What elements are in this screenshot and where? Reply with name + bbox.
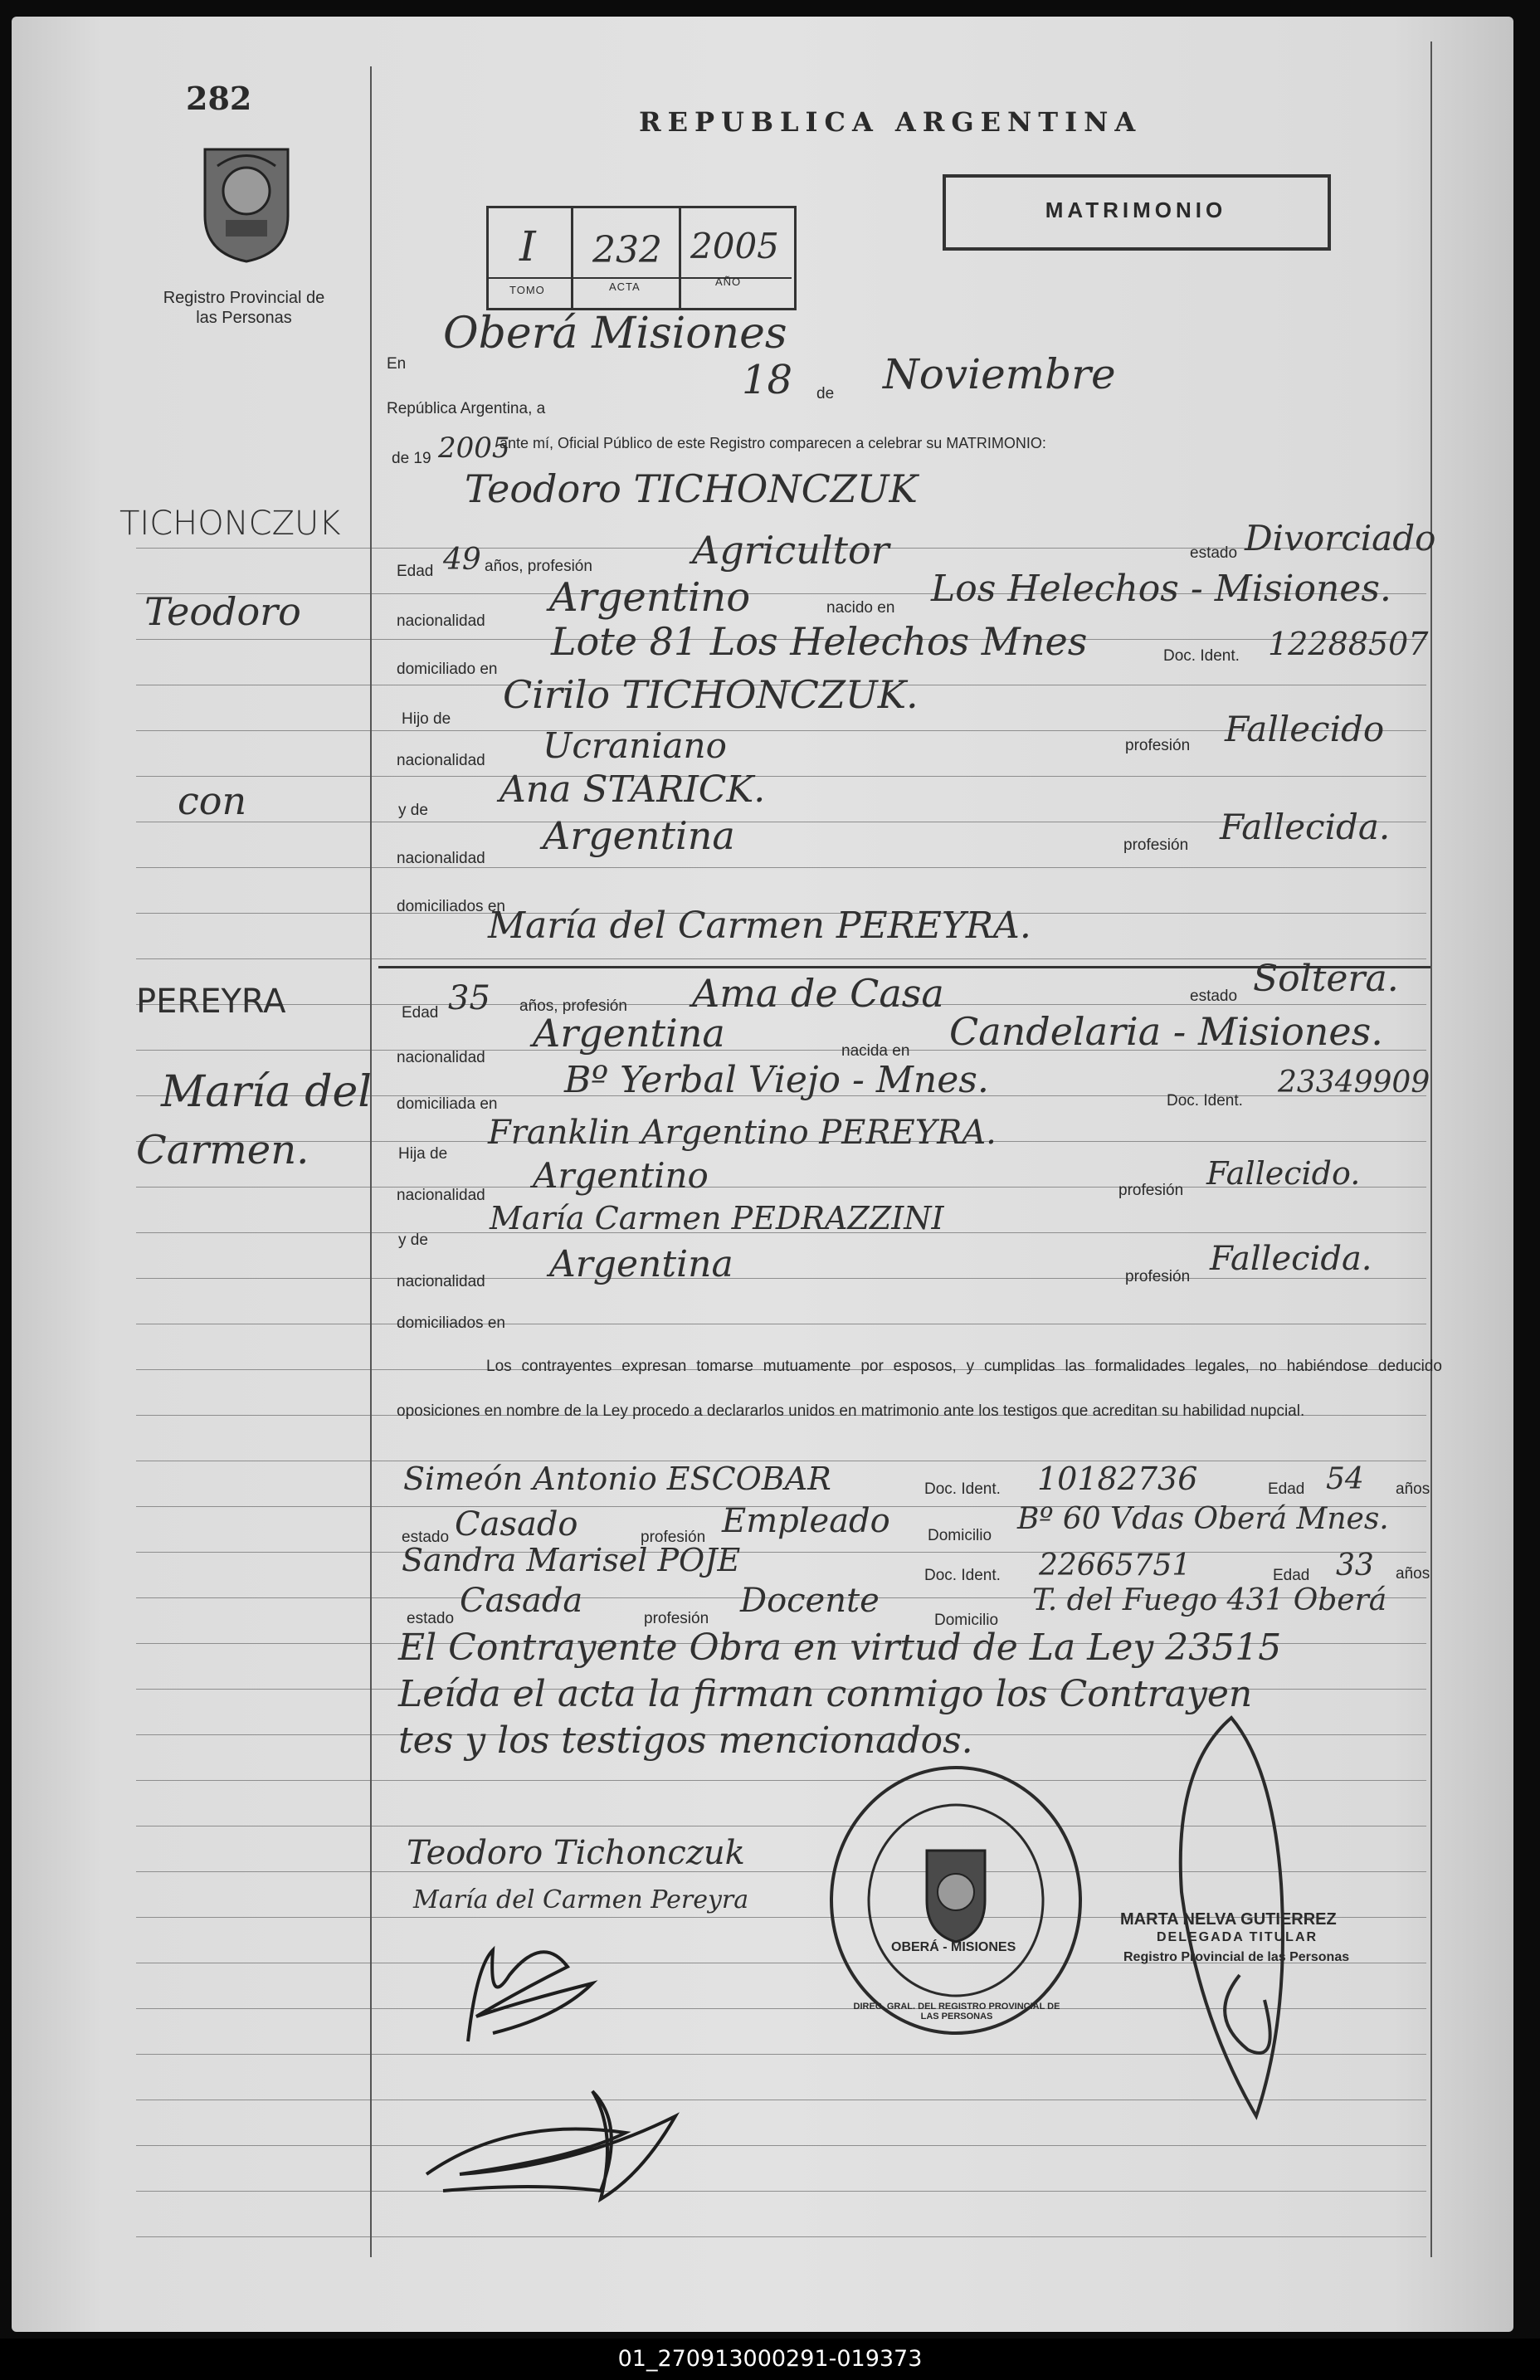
day: 18: [742, 357, 793, 403]
label-doc-b: Doc. Ident.: [1167, 1092, 1243, 1110]
ruled-line: [136, 867, 1426, 868]
bride-age: 35: [448, 979, 490, 1017]
witness-2-name: Sandra Marisel POJE: [402, 1542, 741, 1578]
label-hija: Hija de: [398, 1145, 448, 1163]
bride-profession: Ama de Casa: [692, 971, 944, 1016]
groom-address: Lote 81 Los Helechos Mnes: [551, 619, 1088, 664]
bride-father-prof: Fallecido.: [1206, 1155, 1361, 1192]
witness-1-profession: Empleado: [722, 1502, 890, 1540]
label-y-de-b: y de: [398, 1231, 428, 1249]
label-edad-w2: Edad: [1273, 1567, 1310, 1584]
signature-groom: Teodoro Tichonczuk: [407, 1834, 745, 1872]
label-estado: estado: [1190, 544, 1238, 562]
label-nacida-en: nacida en: [841, 1042, 910, 1060]
bride-birthplace: Candelaria - Misiones.: [949, 1009, 1383, 1054]
label-anios-prof: años, profesión: [485, 558, 592, 575]
groom-full-name: Teodoro TICHONCZUK: [465, 466, 918, 511]
groom-age: 49: [443, 543, 481, 577]
signature-scribble-1: [443, 1917, 642, 2050]
seal-ring-text: DIREC. GRAL. DEL REGISTRO PROVINCIAL DE LAS PERSONAS: [853, 2002, 1060, 2022]
groom-status: Divorciado: [1245, 518, 1436, 558]
label-edad-w1: Edad: [1268, 1480, 1305, 1498]
witness-1-age: 54: [1326, 1462, 1364, 1496]
label-domiciliada: domiciliada en: [397, 1095, 498, 1113]
note-line-2: Leída el acta la firman conmigo los Contrayen: [398, 1673, 1253, 1715]
label-prof-w2: profesión: [644, 1610, 709, 1627]
year: 2005: [438, 432, 510, 465]
witness-1-name: Simeón Antonio ESCOBAR: [403, 1461, 831, 1497]
place: Oberá Misiones: [443, 309, 787, 358]
margin-bride-surname: PEREYRA: [136, 983, 286, 1021]
label-anios-w2: años: [1396, 1565, 1430, 1583]
label-prof-w1: profesión: [641, 1529, 706, 1546]
label-nac-bm: nacionalidad: [397, 1273, 485, 1290]
witness-2-age: 33: [1336, 1548, 1374, 1583]
label-prof-father: profesión: [1125, 737, 1191, 754]
anio-label: AÑO: [715, 276, 742, 288]
label-nac-b: nacionalidad: [397, 1049, 485, 1066]
bride-nationality: Argentina: [533, 1011, 725, 1056]
witness-1-status: Casado: [455, 1505, 578, 1544]
label-anios-w1: años: [1396, 1480, 1430, 1498]
groom-father-prof: Fallecido: [1225, 709, 1385, 749]
bride-doc: 23349909: [1278, 1066, 1430, 1100]
right-border-line: [1430, 41, 1432, 2257]
acta-label: ACTA: [609, 280, 641, 293]
label-republica: República Argentina, a: [387, 400, 546, 417]
margin-line: [370, 66, 372, 2257]
margin-bride-name-2: Carmen.: [136, 1127, 309, 1173]
label-estado-w2: estado: [407, 1610, 455, 1627]
label-nac-father: nacionalidad: [397, 752, 485, 769]
month: Noviembre: [883, 350, 1116, 398]
groom-mother-prof: Fallecida.: [1220, 807, 1391, 847]
groom-doc: 12288507: [1268, 626, 1429, 662]
ledger-page: [12, 17, 1513, 2332]
ruled-line: [136, 776, 1426, 777]
bride-mother-nat: Argentina: [549, 1243, 733, 1285]
label-doc: Doc. Ident.: [1163, 647, 1240, 665]
label-domiciliados-1: domiciliados en: [397, 898, 505, 915]
groom-profession: Agricultor: [692, 528, 889, 573]
label-domicilio-w1: Domicilio: [928, 1527, 992, 1544]
acta-value: 232: [592, 229, 662, 271]
witness-2-profession: Docente: [740, 1582, 880, 1620]
bride-address: Bº Yerbal Viejo - Mnes.: [564, 1059, 989, 1101]
ruled-line: [136, 2145, 1426, 2146]
groom-father-nat: Ucraniano: [543, 725, 727, 766]
tomo-label: TOMO: [509, 284, 545, 296]
bride-father-nat: Argentino: [533, 1155, 709, 1196]
official-seal: [823, 1759, 1089, 2041]
label-de: de: [816, 385, 835, 402]
label-y-de: y de: [398, 802, 428, 819]
margin-groom-surname: TICHONCZUK: [119, 505, 341, 543]
coat-of-arms-icon: [192, 141, 300, 266]
matrimonio-label: MATRIMONIO: [1045, 198, 1227, 222]
label-domiciliados-2: domiciliados en: [397, 1314, 505, 1332]
bride-father: Franklin Argentino PEREYRA.: [488, 1114, 997, 1152]
declaration-paragraph: Los contrayentes expresan tomarse mutuamente por esposos, y cumplidas las formalidades legales, no habiéndose deducido oposiciones en nombre de la Ley procedo a declararlos unidos en matrimonio ante los testigos que acreditan su habilidad nupcial.: [397, 1358, 1442, 1420]
label-estado-w1: estado: [402, 1529, 450, 1546]
registry-name: Registro Provincial de las Personas: [163, 289, 325, 327]
label-nac-mother: nacionalidad: [397, 850, 485, 867]
label-nacido-en: nacido en: [826, 599, 895, 617]
label-domiciliado: domiciliado en: [397, 661, 498, 678]
witness-1-address: Bº 60 Vdas Oberá Mnes.: [1017, 1502, 1389, 1536]
note-line-3: tes y los testigos mencionados.: [398, 1719, 973, 1762]
label-domicilio-w2: Domicilio: [934, 1612, 999, 1629]
signature-bride: María del Carmen Pereyra: [413, 1885, 749, 1914]
margin-groom-name: Teodoro: [144, 589, 301, 634]
ruled-line: [136, 2191, 1426, 2192]
witness-2-doc: 22665751: [1039, 1548, 1192, 1583]
label-edad-b: Edad: [402, 1004, 439, 1022]
margin-bride-name-1: María del: [161, 1067, 372, 1117]
note-line-1: El Contrayente Obra en virtud de La Ley 23515: [398, 1626, 1282, 1669]
ruled-line: [136, 1552, 1426, 1553]
groom-mother: Ana STARICK.: [500, 768, 766, 811]
official-office: Registro Provincial de las Personas: [1123, 1950, 1350, 1964]
official-name: MARTA NELVA GUTIERREZ: [1120, 1910, 1337, 1929]
ruled-line: [136, 958, 1426, 959]
label-edad: Edad: [397, 563, 434, 580]
label-hijo: Hijo de: [402, 710, 451, 728]
witness-1-doc: 10182736: [1037, 1461, 1198, 1497]
label-nac-bf: nacionalidad: [397, 1187, 485, 1204]
bride-mother-prof: Fallecida.: [1210, 1240, 1372, 1278]
seal-city-text: OBERÁ - MISIONES: [891, 1940, 1016, 1954]
footer-code: 01_270913000291-019373: [0, 2339, 1540, 2380]
groom-nationality: Argentino: [549, 574, 751, 621]
country-title: REPUBLICA ARGENTINA: [639, 106, 1143, 138]
label-nacionalidad: nacionalidad: [397, 612, 485, 630]
bride-mother: María Carmen PEDRAZZINI: [490, 1200, 944, 1236]
tomo-value: I: [519, 222, 536, 271]
bride-full-name: María del Carmen PEREYRA.: [488, 905, 1031, 947]
label-prof-bf: profesión: [1118, 1182, 1184, 1199]
label-anios-prof-b: años, profesión: [519, 997, 627, 1015]
groom-birthplace: Los Helechos - Misiones.: [931, 568, 1391, 610]
label-prof-mother: profesión: [1123, 836, 1189, 854]
ruled-line: [136, 1278, 1426, 1279]
label-prof-bm: profesión: [1125, 1268, 1191, 1285]
label-compare: ante mí, Oficial Público de este Registro comparecen a celebrar su MATRIMONIO:: [500, 435, 1046, 451]
bride-status: Soltera.: [1253, 958, 1399, 1000]
label-estado-b: estado: [1190, 988, 1238, 1005]
groom-father: Cirilo TICHONCZUK.: [503, 672, 919, 717]
label-doc-w1: Doc. Ident.: [924, 1480, 1001, 1498]
groom-mother-nat: Argentina: [543, 813, 735, 858]
anio-value: 2005: [690, 226, 779, 266]
label-doc-w2: Doc. Ident.: [924, 1567, 1001, 1584]
label-de-year: de 19: [392, 450, 431, 467]
margin-con: con: [178, 778, 247, 823]
witness-2-address: T. del Fuego 431 Oberá: [1032, 1583, 1387, 1617]
official-title: DELEGADA TITULAR: [1157, 1930, 1318, 1944]
witness-2-status: Casada: [460, 1582, 583, 1620]
ruled-line: [136, 2236, 1426, 2237]
label-en: En: [387, 355, 407, 373]
page-number: 282: [186, 80, 252, 117]
signature-scribble-2: [410, 2083, 709, 2207]
